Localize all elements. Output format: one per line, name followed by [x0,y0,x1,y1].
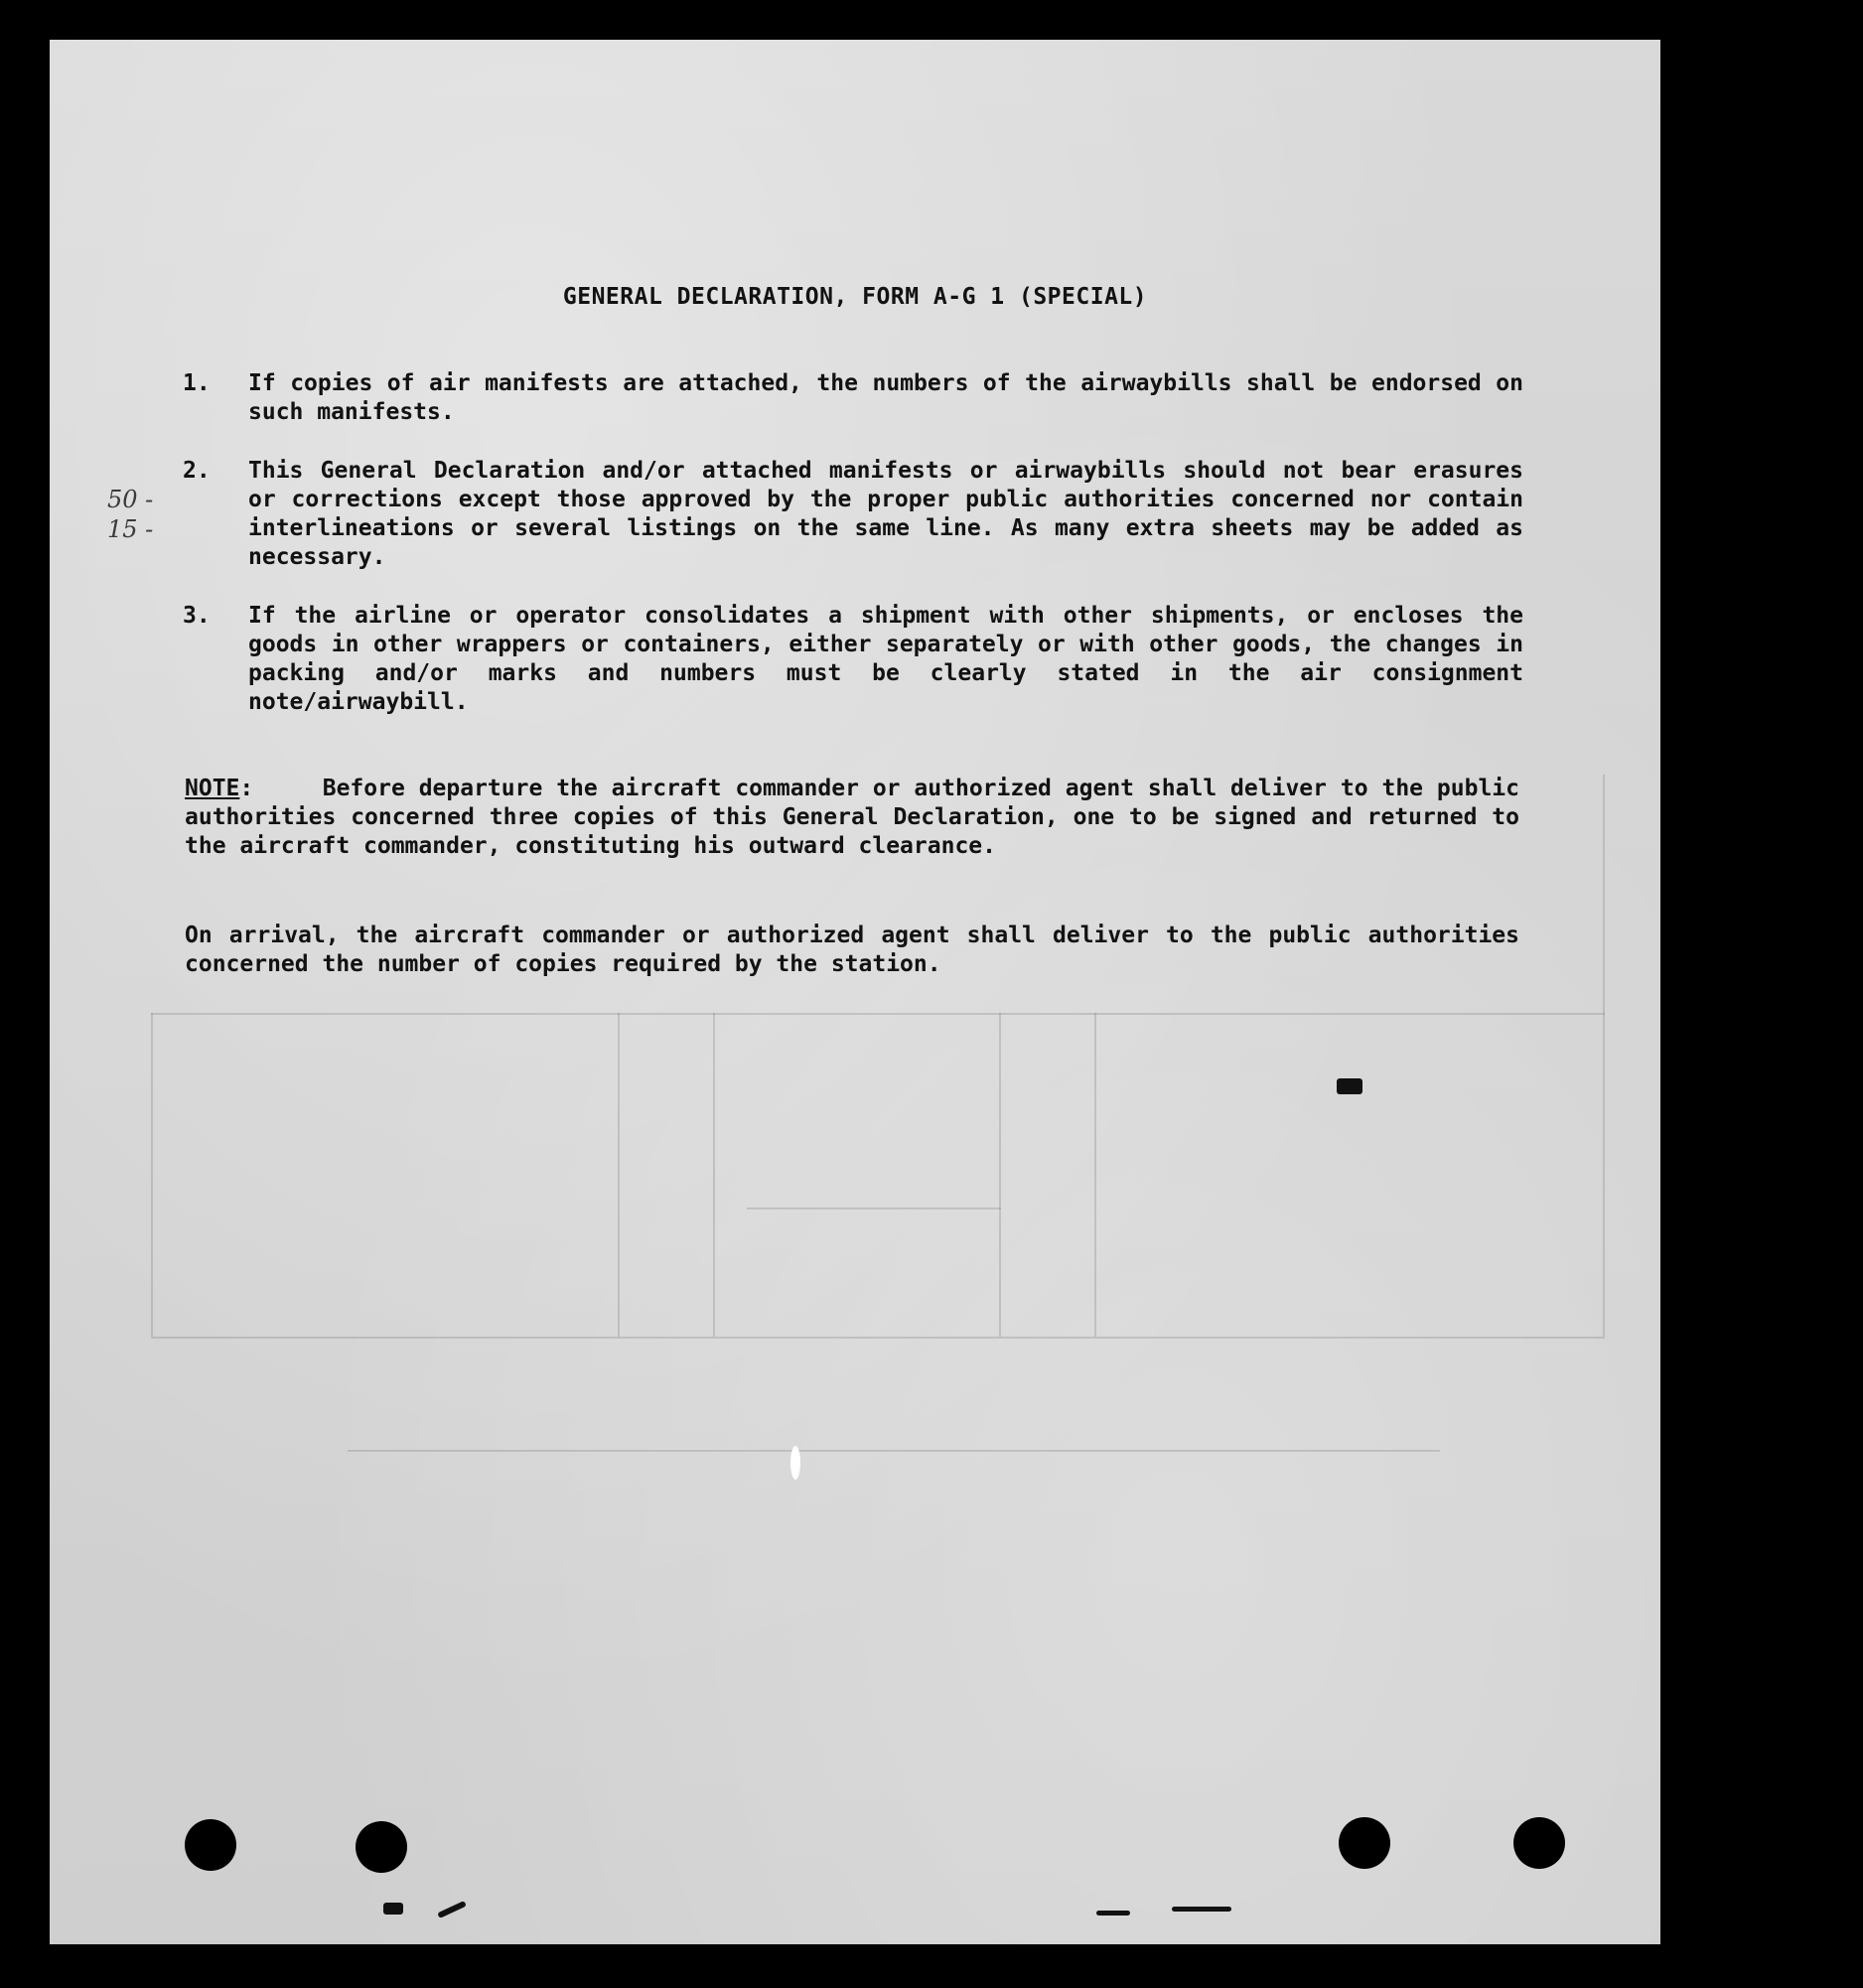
declaration-document [50,40,1660,1944]
ink-mark [1096,1911,1130,1916]
list-item [183,602,1523,717]
document-title: GENERAL DECLARATION, FORM A-G 1 (SPECIAL) [562,284,1148,310]
item-text: This General Declaration and/or attached manifests or airwaybills should not bear erasures or corrections except those approved by the proper public authorities concerned nor contain interlineations or several listings on the same line. As many extra sheets may be added as necessary. [248,458,1523,570]
note-label: NOTE [185,776,240,801]
item-number: 3. [183,603,211,629]
handwritten-margin-marks: 50 - 15 - [107,486,154,543]
item-number: 1. [183,370,211,396]
ink-mark [383,1903,403,1915]
item-number: 2. [183,458,211,484]
punch-hole [185,1819,236,1871]
list-item [183,457,1523,572]
arrival-note: On arrival, the aircraft commander or authorized agent shall deliver to the public authorities concerned the number of copies required by the station. [185,923,1519,977]
item-text: If the airline or operator consolidates a shipment with other shipments, or encloses the goods in other wrappers or containers, either separately or with other goods, the changes in packing and/or marks and numbers must be clearly stated in the air consignment note/airwaybill. [248,603,1523,715]
paper-sheet [50,40,1660,1944]
punch-hole [1513,1817,1565,1869]
punch-hole [356,1821,407,1873]
departure-note: NOTE: Before departure the aircraft commander or authorized agent shall deliver to the public authorities concerned three copies of this General Declaration, one to be signed and returned to the aircraft commander, constituting his outward clearance. [185,776,1519,859]
paper-speck [790,1446,800,1480]
note-text: Before departure the aircraft commander or authorized agent shall deliver to the public authorities concerned three copies of this General Declaration, one to be signed and returned to the aircraft commander, constituting his outward clearance. [185,776,1519,859]
ink-mark [1172,1907,1231,1912]
item-text: If copies of air manifests are attached, the numbers of the airwaybills shall be endorsed on such manifests. [248,370,1523,425]
list-item [183,369,1523,427]
ink-mark [1337,1078,1362,1094]
punch-hole [1339,1817,1390,1869]
